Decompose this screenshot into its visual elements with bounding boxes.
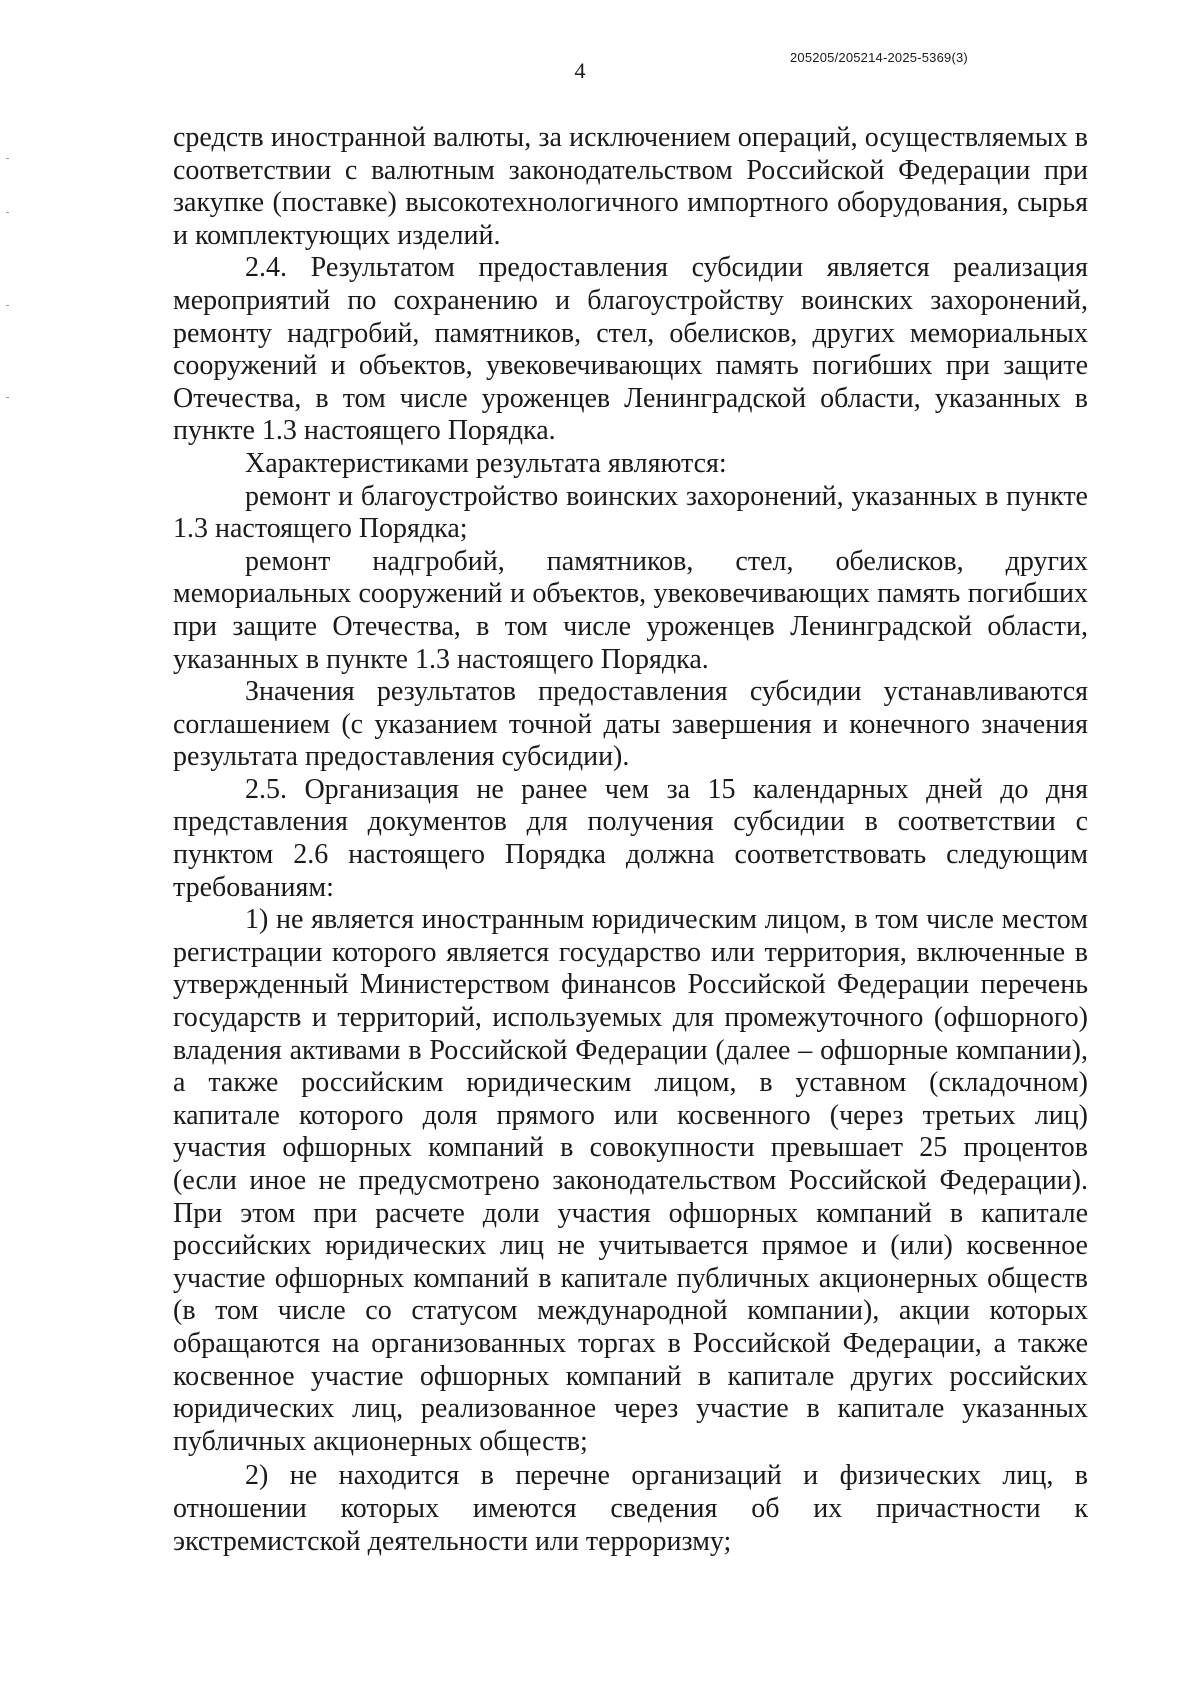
scan-margin-mark	[6, 305, 9, 306]
scan-margin-mark	[6, 397, 9, 398]
paragraph-result-values: Значения результатов предоставления субсидии устанавливаются соглашением (с указанием точной даты завершения и конечного значения результата предоставления субсидии).	[173, 676, 1088, 773]
paragraph-repair-memorials: ремонт надгробий, памятников, стел, обелисков, других мемориальных сооружений и объектов, увековечивающих память погибших при защите Отечества, в том числе уроженцев Ленинградской области, указанных в пункте 1.3 настоящего Порядка.	[173, 545, 1088, 675]
document-body	[173, 122, 1088, 1558]
document-id: 205205/205214-2025-5369(3)	[790, 50, 968, 65]
paragraph-repair-burials: ремонт и благоустройство воинских захоронений, указанных в пункте 1.3 настоящего Порядка;	[173, 480, 1088, 545]
paragraph-2-5-requirements: 2.5. Организация не ранее чем за 15 календарных дней до дня представления документов для получения субсидии в соответствии с пунктом 2.6 настоящего Порядка должна соответствовать следующим требованиям:	[173, 773, 1088, 903]
paragraph-currency-operations: средств иностранной валюты, за исключением операций, осуществляемых в соответствии с валютным законодательством Российской Федерации при закупке (поставке) высокотехнологичного импортного оборудования, сырья и комплектующих изделий.	[173, 122, 1088, 251]
paragraph-requirement-1: 1) не является иностранным юридическим лицом, в том числе местом регистрации которого является государство или территория, включенные в утвержденный Министерством финансов Российской Федерации перечень государств и территорий, используемых для промежуточного (офшорного) владения активами в Российской Федерации (далее – офшорные компании), а также российским юридическим лицом, в уставном (складочном) капитале которого доля прямого или косвенного (через третьих лиц) участия офшорных компаний в совокупности превышает 25 процентов (если иное не предусмотрено законодательством Российской Федерации). При этом при расчете доли участия офшорных компаний в капитале российских юридических лиц не учитывается прямое и (или) косвенное участие офшорных компаний в капитале публичных акционерных обществ (в том числе со статусом международной компании), акции которых обращаются на организованных торгах в Российской Федерации, а также косвенное участие офшорных компаний в капитале других российских юридических лиц, реализованное через участие в капитале указанных публичных акционерных обществ;	[173, 904, 1088, 1457]
paragraph-requirement-2: 2) не находится в перечне организаций и физических лиц, в отношении которых имеются сведения об их причастности к экстремистской деятельности или терроризму;	[173, 1460, 1088, 1557]
scan-margin-mark	[6, 212, 9, 213]
page-number: 4	[574, 58, 586, 83]
scan-margin-mark	[6, 158, 9, 159]
paragraph-result-characteristics: Характеристиками результата являются:	[245, 447, 727, 479]
paragraph-2-4-subsidy-result: 2.4. Результатом предоставления субсидии является реализация мероприятий по сохранению и благоустройству воинских захоронений, ремонту надгробий, памятников, стел, обелисков, других мемориальных сооружений и объектов, увековечивающих память погибших при защите Отечества, в том числе уроженцев Ленинградской области, указанных в пункте 1.3 настоящего Порядка.	[173, 252, 1088, 447]
